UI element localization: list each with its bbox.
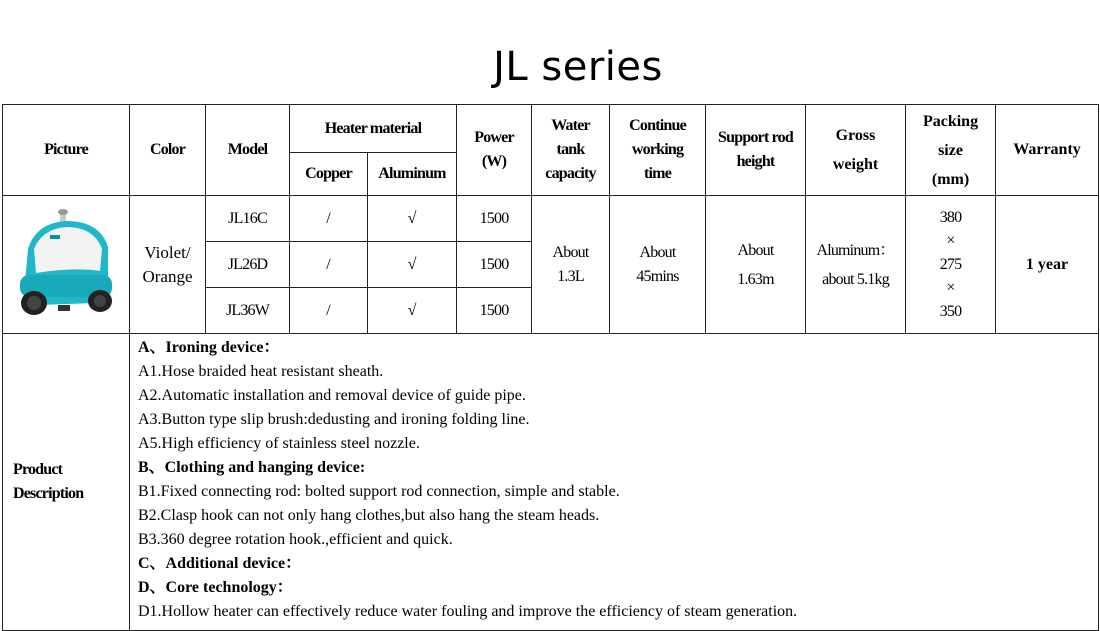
description-line: A2.Automatic installation and removal device of guide pipe. (138, 387, 526, 404)
description-line: B2.Clasp hook can not only hang clothes,but also hang the steam heads. (138, 507, 600, 524)
working-time-cell: About 45mins (610, 196, 706, 334)
spec-table (2, 104, 1099, 631)
header-picture: Picture (3, 105, 130, 196)
gross-weight-cell: Aluminum： about 5.1kg (806, 196, 906, 334)
power-cell: 1500 (457, 288, 532, 334)
header-aluminum: Aluminum (368, 153, 457, 196)
description-line: B、Clothing and hanging device: (138, 459, 366, 476)
garment-steamer-image (14, 209, 118, 321)
copper-cell: / (290, 196, 368, 242)
aluminum-cell: √ (368, 196, 457, 242)
model-cell: JL16C (206, 196, 290, 242)
header-water-tank: Water tank capacity (532, 105, 610, 196)
support-rod-cell: About 1.63m (706, 196, 806, 334)
description-line: C、Additional device： (138, 555, 302, 572)
product-picture-cell (3, 196, 130, 334)
water-tank-cell: About 1.3L (532, 196, 610, 334)
model-cell: JL26D (206, 242, 290, 288)
page-title: JL series (493, 44, 663, 90)
header-copper: Copper (290, 153, 368, 196)
product-description-text (130, 334, 1099, 631)
copper-cell: / (290, 288, 368, 334)
color-cell: Violet/ Orange (130, 196, 206, 334)
header-gross-weight: Gross weight (806, 105, 906, 196)
description-line: D1.Hollow heater can effectively reduce water fouling and improve the efficiency of steam generation. (138, 603, 798, 620)
product-description-label: Product Description (3, 334, 130, 631)
description-line: B3.360 degree rotation hook.,efficient and quick. (138, 531, 453, 548)
header-support-rod: Support rod height (706, 105, 806, 196)
packing-size-cell: 380 × 275 × 350 (906, 196, 996, 334)
aluminum-cell: √ (368, 242, 457, 288)
model-cell: JL36W (206, 288, 290, 334)
power-cell: 1500 (457, 196, 532, 242)
description-line: A1.Hose braided heat resistant sheath. (138, 363, 384, 380)
header-heater-material: Heater material (290, 105, 457, 153)
header-packing-size: Packing size (mm) (906, 105, 996, 196)
description-line: B1.Fixed connecting rod: bolted support rod connection, simple and stable. (138, 483, 620, 500)
power-cell: 1500 (457, 242, 532, 288)
header-continue-working: Continue working time (610, 105, 706, 196)
description-line: A3.Button type slip brush:dedusting and ironing folding line. (138, 411, 530, 428)
copper-cell: / (290, 242, 368, 288)
header-model: Model (206, 105, 290, 196)
warranty-cell: 1 year (996, 196, 1099, 334)
description-line: D、Core technology： (138, 579, 293, 596)
header-warranty: Warranty (996, 105, 1099, 196)
description-line: A5.High efficiency of stainless steel nozzle. (138, 435, 420, 452)
description-line: A、Ironing device： (138, 339, 280, 356)
header-power: Power (W) (457, 105, 532, 196)
aluminum-cell: √ (368, 288, 457, 334)
header-color: Color (130, 105, 206, 196)
